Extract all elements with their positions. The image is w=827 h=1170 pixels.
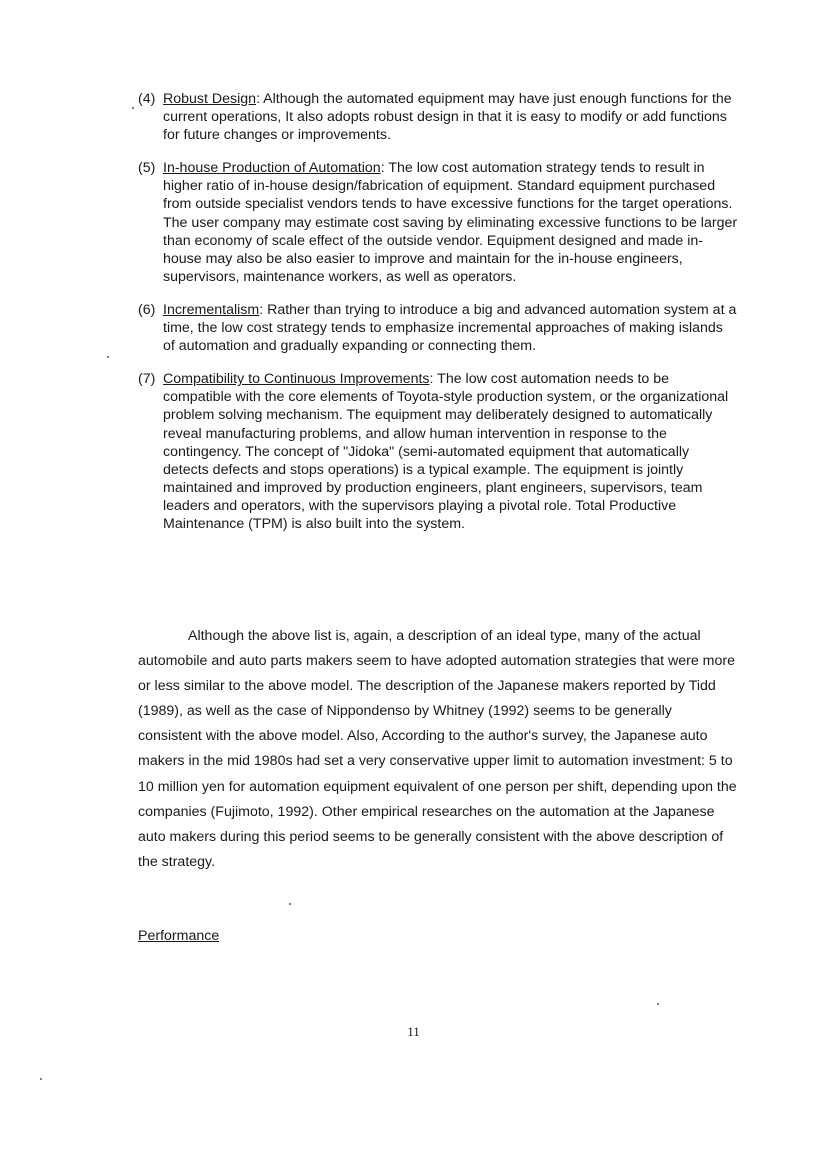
section-heading: Performance [138, 928, 220, 944]
scan-speck [289, 903, 291, 905]
item-number: (4) [138, 91, 156, 107]
feature-list [138, 90, 738, 548]
item-heading: Robust Design [163, 91, 257, 107]
list-item [138, 301, 738, 355]
item-number: (7) [138, 371, 156, 388]
page-number: 11 [407, 1024, 420, 1039]
scan-speck [107, 356, 109, 358]
item-text: : The low cost automation needs to be compatible with the core elements of Toyota-style production system, or the organizational problem solving mechanism. The equipment may deliberately designed to automatically reveal manufacturing problems, and allow human intervention in response to the contingency. The concept of "Jidoka" (semi-automated equipment that automatically detects defects and stops operations) is a typical example. The equipment is jointly maintained and improved by production engineers, plant engineers, supervisors, team leaders and operators, with the supervisors playing a pivotal role. Total Productive Maintenance (TPM) is also built into the system. [163, 371, 729, 532]
item-text: : The low cost automation strategy tends to result in higher ratio of in-house design/fabrication of equipment. Standard equipment purchased from outside specialist vendors tends to have excessive functions for the target operations. The user company may estimate cost saving by eliminating excessive functions to be larger than economy of scale effect of the outside vendor. Equipment designed and made in-house may also be also easier to improve and maintain for the in-house engineers, supervisors, maintenance workers, as well as operators. [163, 160, 738, 285]
body-paragraph: Although the above list is, again, a description of an ideal type, many of the actual automobile and auto parts makers seem to have adopted automation strategies that were more or less similar to the above model. The description of the Japanese makers reported by Tidd (1989), as well as the case of Nippondenso by Whitney (1992) seems to be generally consistent with the above model. Also, According to the author's survey, the Japanese auto makers in the mid 1980s had set a very conservative upper limit to automation investment: 5 to 10 million yen for automation equipment equivalent of one person per shift, depending upon the companies (Fujimoto, 1992). Other empirical researches on the automation at the Japanese auto makers during this period seems to be generally consistent with the above description of the strategy. [138, 628, 737, 870]
item-number: (6) [138, 301, 156, 318]
list-item [138, 159, 738, 286]
item-heading: Compatibility to Continuous Improvements [163, 371, 430, 388]
item-number: (5) [138, 160, 156, 177]
item-heading: Incrementalism [163, 301, 260, 318]
item-heading: In-house Production of Automation [163, 160, 381, 177]
list-item [138, 90, 738, 144]
scan-speck [40, 1078, 42, 1080]
scan-speck [657, 1003, 659, 1005]
list-item [138, 370, 738, 533]
item-text: : Rather than trying to introduce a big and advanced automation system at a time, the low cost strategy tends to emphasize incremental approaches of making islands of automation and gradually expanding or connecting them. [163, 301, 737, 355]
item-text: : Although the automated equipment may have just enough functions for the current operations, It also adopts robust design in that it is easy to modify or add functions for future changes or improvements. [163, 91, 732, 144]
scan-speck [132, 107, 134, 109]
